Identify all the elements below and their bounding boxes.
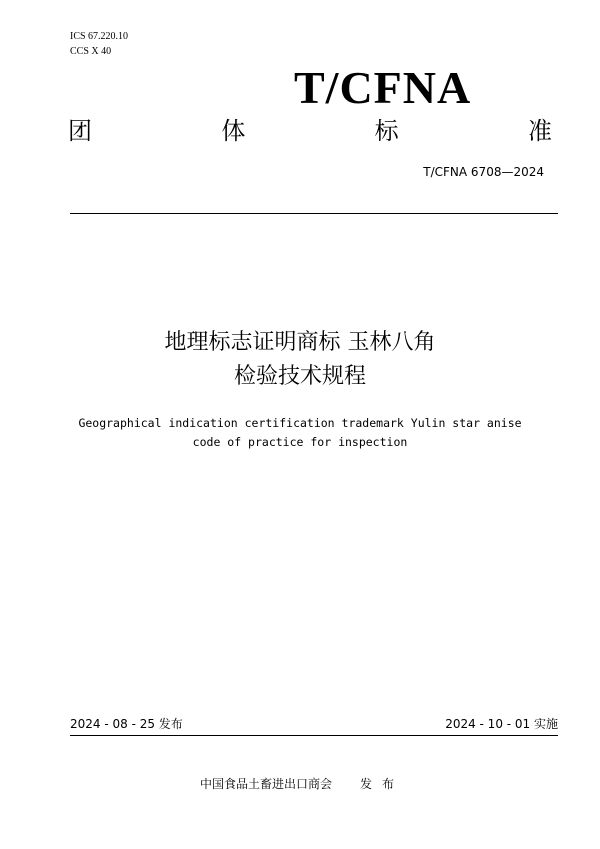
document-title-chinese <box>0 326 600 394</box>
classification-codes <box>70 29 128 59</box>
document-title-english <box>0 414 600 452</box>
header-divider <box>70 213 558 214</box>
standard-type-char: 标 <box>374 117 399 145</box>
title-cn-line-2: 检验技术规程 <box>233 364 366 389</box>
standard-type-char: 团 <box>68 117 92 145</box>
issue-date: 2024 - 08 - 25 发布 <box>70 717 183 731</box>
publish-action: 发布 <box>360 777 405 791</box>
publisher-name: 中国食品土畜进出口商会 <box>200 777 333 791</box>
ccs-code: CCS X 40 <box>70 46 112 57</box>
standard-type-label <box>68 116 552 146</box>
title-en-line-2: code of practice for inspection <box>192 435 408 449</box>
organization-logo: T/CFNA <box>294 62 472 113</box>
ics-code: ICS 67.220.10 <box>70 31 129 42</box>
standard-type-char: 体 <box>221 117 246 145</box>
footer-divider <box>70 735 558 736</box>
implementation-date: 2024 - 10 - 01 实施 <box>445 717 558 731</box>
standard-number: T/CFNA 6708—2024 <box>423 165 544 179</box>
standard-type-char: 准 <box>527 117 552 145</box>
title-en-line-1: Geographical indication certification trademark Yulin star anise <box>78 416 522 430</box>
title-cn-line-1: 地理标志证明商标 玉林八角 <box>164 330 436 355</box>
publisher-line <box>200 776 404 792</box>
